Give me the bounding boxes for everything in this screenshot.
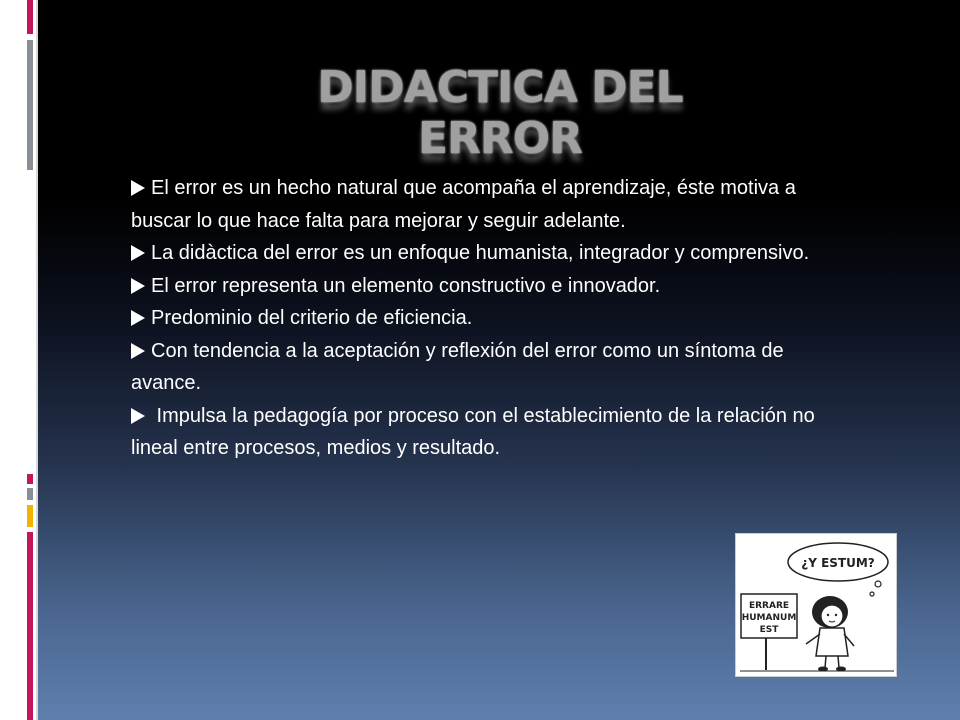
bullet-text: La didàctica del error es un enfoque humanista, integrador y comprensivo. [151,242,810,264]
accent-block-yellow [27,505,33,527]
accent-block-red-long [27,532,33,720]
slide-title-text: DIDACTICA DEL ERROR [317,62,683,164]
bullet-list [131,172,831,465]
arrow-bullet-icon [131,278,145,294]
sign-text-line: EST [759,625,779,635]
bullet-text: Predominio del criterio de eficiencia. [151,307,473,329]
accent-block-red-top [27,0,33,34]
bullet-item [131,172,831,237]
slide-title [280,62,720,164]
bullet-item [131,302,831,335]
sign-text-line: HUMANUM [741,613,797,623]
accent-block-gray-top [27,40,33,170]
bullet-item [131,335,831,400]
arrow-bullet-icon [131,245,145,261]
sign-text-line: ERRARE [748,601,790,611]
arrow-bullet-icon [131,343,145,359]
bullet-text: El error es un hecho natural que acompaña el aprendizaje, éste motiva a buscar lo que hace falta para mejorar y seguir adelante. [131,177,796,232]
cartoon-drawing [736,534,896,676]
bullet-item [131,270,831,303]
mafalda-cartoon-image [735,533,897,677]
accent-block-red-bottom [27,474,33,484]
mafalda-figure [806,596,854,672]
bullet-item [131,400,831,465]
bullet-item [131,237,831,270]
left-divider-line [36,0,38,720]
arrow-bullet-icon [131,180,145,196]
bullet-text: Con tendencia a la aceptación y reflexión del error como un síntoma de avance. [131,339,784,394]
accent-block-gray-bottom [27,488,33,500]
bullet-text: El error representa un elemento constructivo e innovador. [151,274,661,297]
arrow-bullet-icon [131,408,145,424]
speech-text: ¿Y ESTUM? [801,556,875,570]
bullet-text: Impulsa la pedagogía por proceso con el establecimiento de la relación no lineal entre procesos, medios y resultado. [131,404,815,459]
arrow-bullet-icon [131,310,145,326]
